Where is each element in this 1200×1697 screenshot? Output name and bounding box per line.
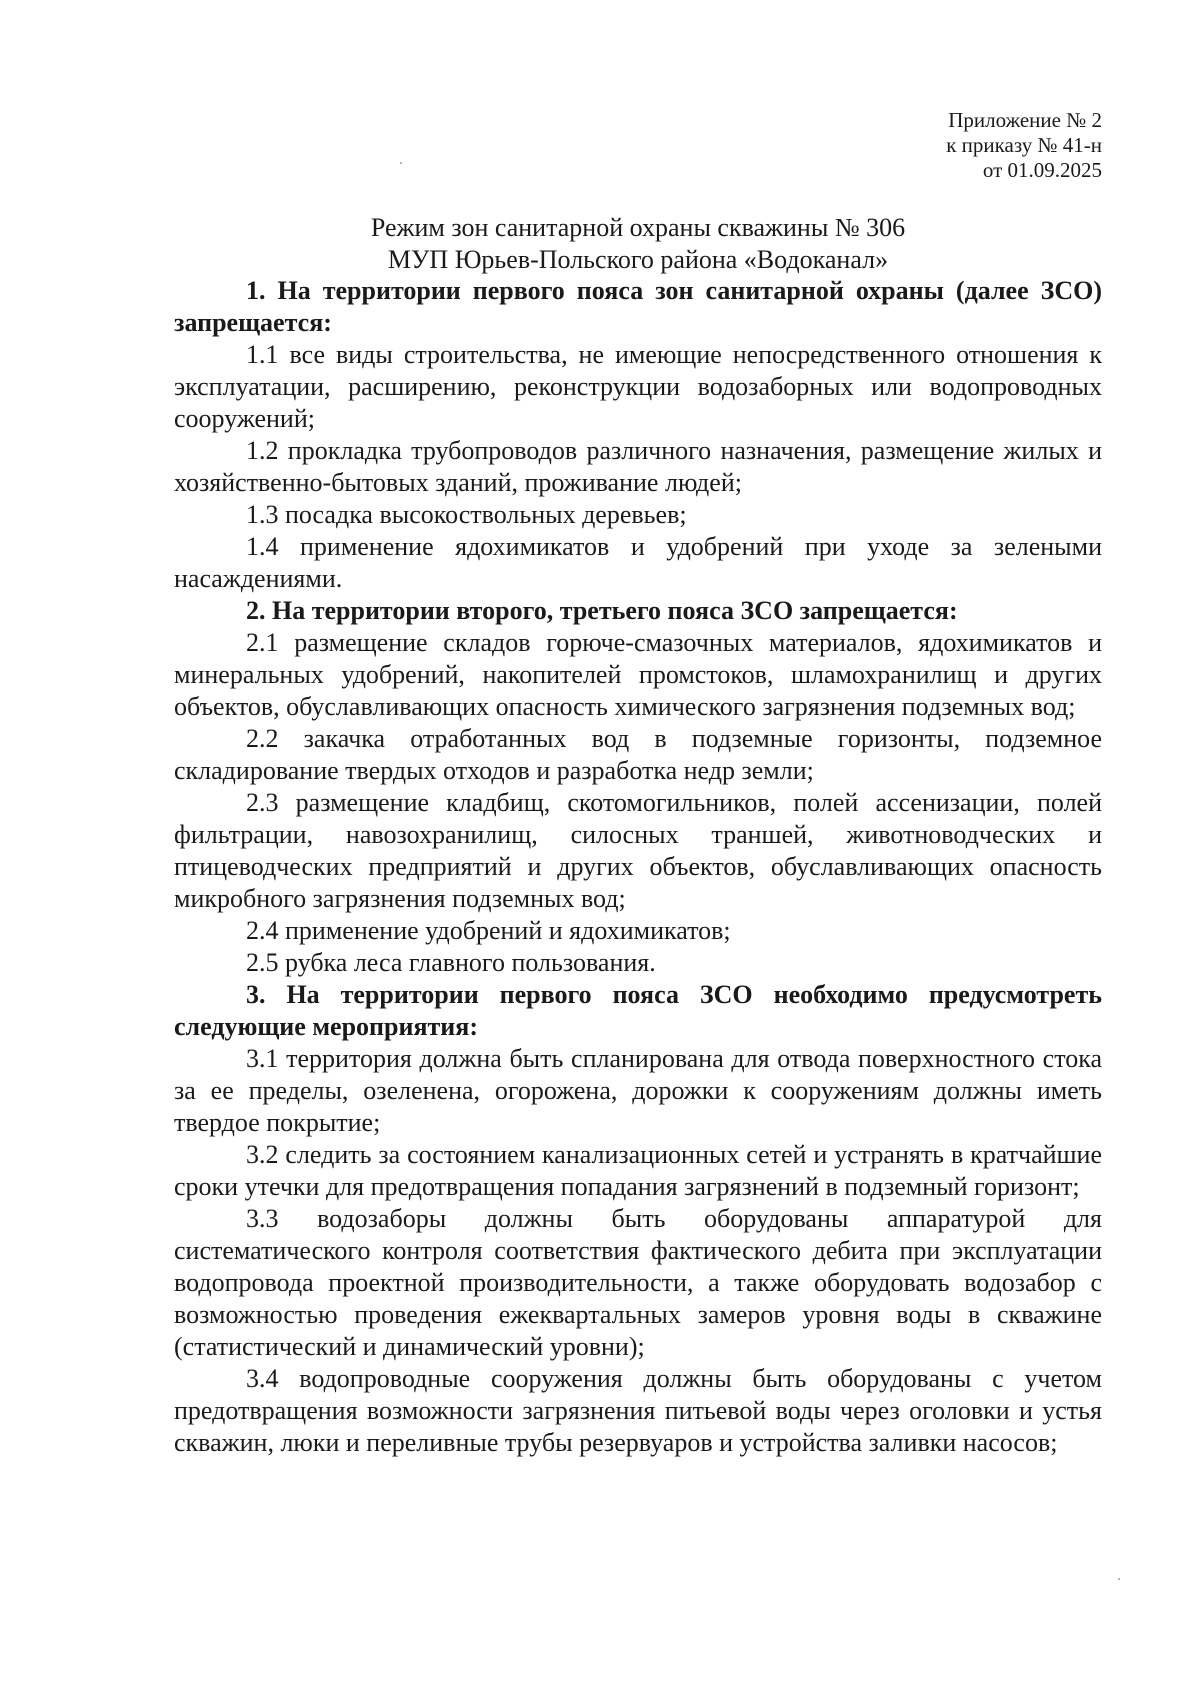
title-line-2: МУП Юрьев-Польского района «Водоканал»	[387, 245, 889, 274]
scan-speck	[1118, 1578, 1120, 1580]
section-3-item-2: 3.2 следить за состоянием канализационных сетей и устранять в кратчайшие сроки утечки для предотвращения попадания загрязнений в подземный горизонт;	[174, 1140, 1102, 1201]
section-2-item-5: 2.5 рубка леса главного пользования.	[246, 948, 656, 977]
section-1-item-2: 1.2 прокладка трубопроводов различного назначения, размещение жилых и хозяйственно-бытовых зданий, проживание людей;	[174, 436, 1102, 497]
document-title	[174, 212, 1102, 276]
title-line-1: Режим зон санитарной охраны скважины № 306	[370, 213, 906, 242]
order-date: от 01.09.2025	[982, 158, 1102, 182]
section-1-item-3: 1.3 посадка высокоствольных деревьев;	[246, 500, 687, 529]
section-2-heading: 2. На территории второго, третьего пояса ЗСО запрещается:	[246, 596, 958, 625]
section-2-item-2: 2.2 закачка отработанных вод в подземные горизонты, подземное складирование твердых отходов и разработка недр земли;	[174, 724, 1102, 785]
appendix-number: Приложение № 2	[948, 108, 1102, 132]
order-reference: к приказу № 41-н	[946, 133, 1102, 157]
scan-speck	[400, 162, 402, 164]
section-3-item-4: 3.4 водопроводные сооружения должны быть оборудованы с учетом предотвращения возможности загрязнения питьевой воды через оголовки и устья скважин, люки и переливные трубы резервуаров и устройства заливки насосов;	[174, 1364, 1102, 1457]
section-3-heading: 3. На территории первого пояса ЗСО необходимо предусмотреть следующие мероприятия:	[174, 980, 1102, 1041]
section-3-item-1: 3.1 территория должна быть спланирована для отвода поверхностного стока за ее пределы, озеленена, огорожена, дорожки к сооружениям должны иметь твердое покрытие;	[174, 1044, 1102, 1137]
appendix-reference	[946, 108, 1102, 183]
section-1-heading: 1. На территории первого пояса зон санитарной охраны (далее ЗСО) запрещается:	[174, 276, 1102, 337]
section-2-item-1: 2.1 размещение складов горюче-смазочных материалов, ядохимикатов и минеральных удобрений, накопителей промстоков, шламохранилищ и других объектов, обуславливающих опасность химического загрязнения подземных вод;	[174, 628, 1102, 721]
section-2-item-3: 2.3 размещение кладбищ, скотомогильников, полей ассенизации, полей фильтрации, навозохранилищ, силосных траншей, животноводческих и птицеводческих предприятий и других объектов, обуславливающих опасность микробного загрязнения подземных вод;	[174, 788, 1102, 913]
document-body	[174, 275, 1102, 1459]
section-1-item-1: 1.1 все виды строительства, не имеющие непосредственного отношения к эксплуатации, расширению, реконструкции водозаборных или водопроводных сооружений;	[174, 340, 1102, 433]
section-1-item-4: 1.4 применение ядохимикатов и удобрений при уходе за зелеными насаждениями.	[174, 532, 1102, 593]
section-2-item-4: 2.4 применение удобрений и ядохимикатов;	[246, 916, 731, 945]
section-3-item-3: 3.3 водозаборы должны быть оборудованы аппаратурой для систематического контроля соответствия фактического дебита при эксплуатации водопровода проектной производительности, а также оборудовать водозабор с возможностью проведения ежеквартальных замеров уровня воды в скважине (статистический и динамический уровни);	[174, 1204, 1102, 1361]
